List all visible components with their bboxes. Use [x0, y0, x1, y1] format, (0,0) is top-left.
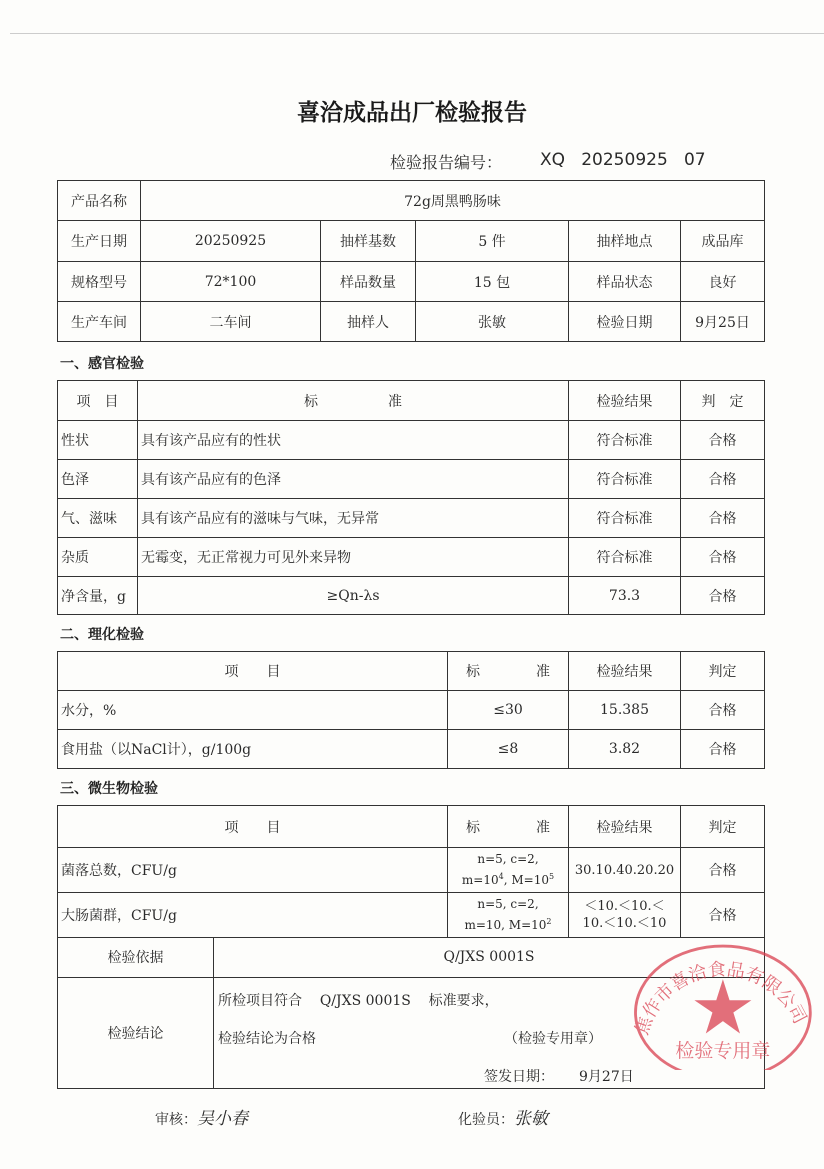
standard: 具有该产品应有的滋味与气味，无异常	[138, 499, 569, 538]
text: 标准要求，	[428, 992, 499, 1009]
inspector	[458, 1104, 548, 1129]
label: 样品数量	[321, 262, 416, 302]
reviewer-label: 审核：	[155, 1112, 197, 1128]
header: 标 准	[138, 381, 569, 421]
item: 食用盐（以NaCl计），g/100g	[58, 730, 448, 769]
label: 生产车间	[58, 302, 141, 342]
result: 符合标准	[569, 460, 681, 499]
result: 30.10.40.20.20	[569, 848, 681, 893]
seal-note: （检验专用章）	[504, 1030, 602, 1047]
standard: ≥Qn-λs	[138, 577, 569, 615]
table-row	[58, 848, 765, 893]
item: 大肠菌群，CFU/g	[58, 893, 448, 938]
report-number	[390, 150, 706, 173]
text: 所检项目符合	[218, 992, 302, 1009]
verdict: 合格	[681, 538, 765, 577]
exp: 2	[546, 917, 552, 926]
table-row	[58, 538, 765, 577]
label: 抽样地点	[569, 221, 681, 262]
basis-label: 检验依据	[58, 937, 214, 977]
verdict: 合格	[681, 421, 765, 460]
star-icon	[694, 979, 751, 1033]
label: 抽样人	[321, 302, 416, 342]
inspection-seal	[626, 938, 816, 1070]
standard: ≤8	[448, 730, 569, 769]
label: 检验日期	[569, 302, 681, 342]
standard: 无霉变，无正常视力可见外来异物	[138, 538, 569, 577]
value: 成品库	[681, 221, 765, 262]
result: 15.385	[569, 691, 681, 730]
result: 符合标准	[569, 538, 681, 577]
verdict: 合格	[681, 499, 765, 538]
report-number-value: XQ 20250925 07	[540, 150, 706, 170]
issue-date-label: 签发日期：	[484, 1068, 554, 1085]
item: 色泽	[58, 460, 138, 499]
inspector-signature: 张敏	[514, 1109, 548, 1129]
standard-line: n=5, c=2,	[477, 897, 539, 911]
value: 72*100	[141, 262, 321, 302]
section-heading-sensory: 一、感官检验	[60, 356, 144, 372]
header: 项 目	[58, 652, 448, 691]
table-row	[58, 893, 765, 938]
sensory-table	[57, 380, 765, 615]
item: 性状	[58, 421, 138, 460]
standard	[448, 848, 569, 893]
verdict: 合格	[681, 893, 765, 938]
header: 判 定	[681, 381, 765, 421]
exp: 4	[498, 872, 504, 881]
section-heading-micro: 三、微生物检验	[60, 781, 158, 797]
micro-table	[57, 805, 765, 938]
result: ＜10.＜10.＜ 10.＜10.＜10	[569, 893, 681, 938]
result: 73.3	[569, 577, 681, 615]
value: 15 包	[416, 262, 569, 302]
table-row	[58, 577, 765, 615]
table-row	[58, 499, 765, 538]
physchem-table	[57, 651, 765, 769]
product-name: 72g周黑鸭肠味	[141, 181, 765, 221]
standard-m: m=10	[461, 873, 499, 887]
section-heading-physchem: 二、理化检验	[60, 627, 144, 643]
conclusion-line2: 检验结论为合格	[218, 1030, 316, 1047]
verdict: 合格	[681, 848, 765, 893]
table-row	[58, 691, 765, 730]
report-title: 喜洽成品出厂检验报告	[297, 100, 527, 126]
table-row	[58, 730, 765, 769]
value: 张敏	[416, 302, 569, 342]
header: 判定	[681, 806, 765, 848]
reviewer	[155, 1104, 248, 1129]
exp: 5	[548, 872, 555, 881]
verdict: 合格	[681, 691, 765, 730]
header: 标 准	[448, 652, 569, 691]
header: 检验结果	[569, 381, 681, 421]
header: 项 目	[58, 381, 138, 421]
header: 检验结果	[569, 806, 681, 848]
basis-value: Q/JXS 0001S	[214, 937, 765, 977]
item: 杂质	[58, 538, 138, 577]
issue-date: 9月27日	[579, 1068, 634, 1085]
label: 产品名称	[58, 181, 141, 221]
value: 9月25日	[681, 302, 765, 342]
table-row	[58, 421, 765, 460]
info-table	[57, 180, 765, 342]
standard: ≤30	[448, 691, 569, 730]
standard-line: n=5, c=2,	[477, 852, 539, 866]
result: 3.82	[569, 730, 681, 769]
value: 5 件	[416, 221, 569, 262]
seal-purpose: 检验专用章	[675, 1040, 771, 1063]
verdict: 合格	[681, 577, 765, 615]
report-number-label: 检验报告编号：	[390, 153, 503, 172]
conclusion-line1	[218, 990, 499, 1010]
reviewer-signature: 吴小春	[197, 1109, 248, 1129]
value: 二车间	[141, 302, 321, 342]
label: 规格型号	[58, 262, 141, 302]
inspector-label: 化验员：	[458, 1112, 514, 1128]
standard-m: m=10, M=10	[464, 918, 547, 932]
verdict: 合格	[681, 730, 765, 769]
table-row	[58, 460, 765, 499]
result: 符合标准	[569, 499, 681, 538]
item: 菌落总数，CFU/g	[58, 848, 448, 893]
item: 气、滋味	[58, 499, 138, 538]
header: 检验结果	[569, 652, 681, 691]
verdict: 合格	[681, 460, 765, 499]
label: 生产日期	[58, 221, 141, 262]
label: 抽样基数	[321, 221, 416, 262]
item: 水分，%	[58, 691, 448, 730]
standard-M: , M=10	[503, 873, 549, 887]
value: 20250925	[141, 221, 321, 262]
value: 良好	[681, 262, 765, 302]
header: 标 准	[448, 806, 569, 848]
seal-company: 焦作市喜洽食品有限公司	[631, 959, 811, 1038]
header: 项 目	[58, 806, 448, 848]
conclusion-label: 检验结论	[58, 977, 214, 1088]
label: 样品状态	[569, 262, 681, 302]
header: 判定	[681, 652, 765, 691]
result: 符合标准	[569, 421, 681, 460]
standard: 具有该产品应有的色泽	[138, 460, 569, 499]
text: Q/JXS 0001S	[319, 992, 411, 1009]
standard	[448, 893, 569, 938]
item: 净含量，g	[58, 577, 138, 615]
top-scan-line	[10, 33, 824, 34]
standard: 具有该产品应有的性状	[138, 421, 569, 460]
